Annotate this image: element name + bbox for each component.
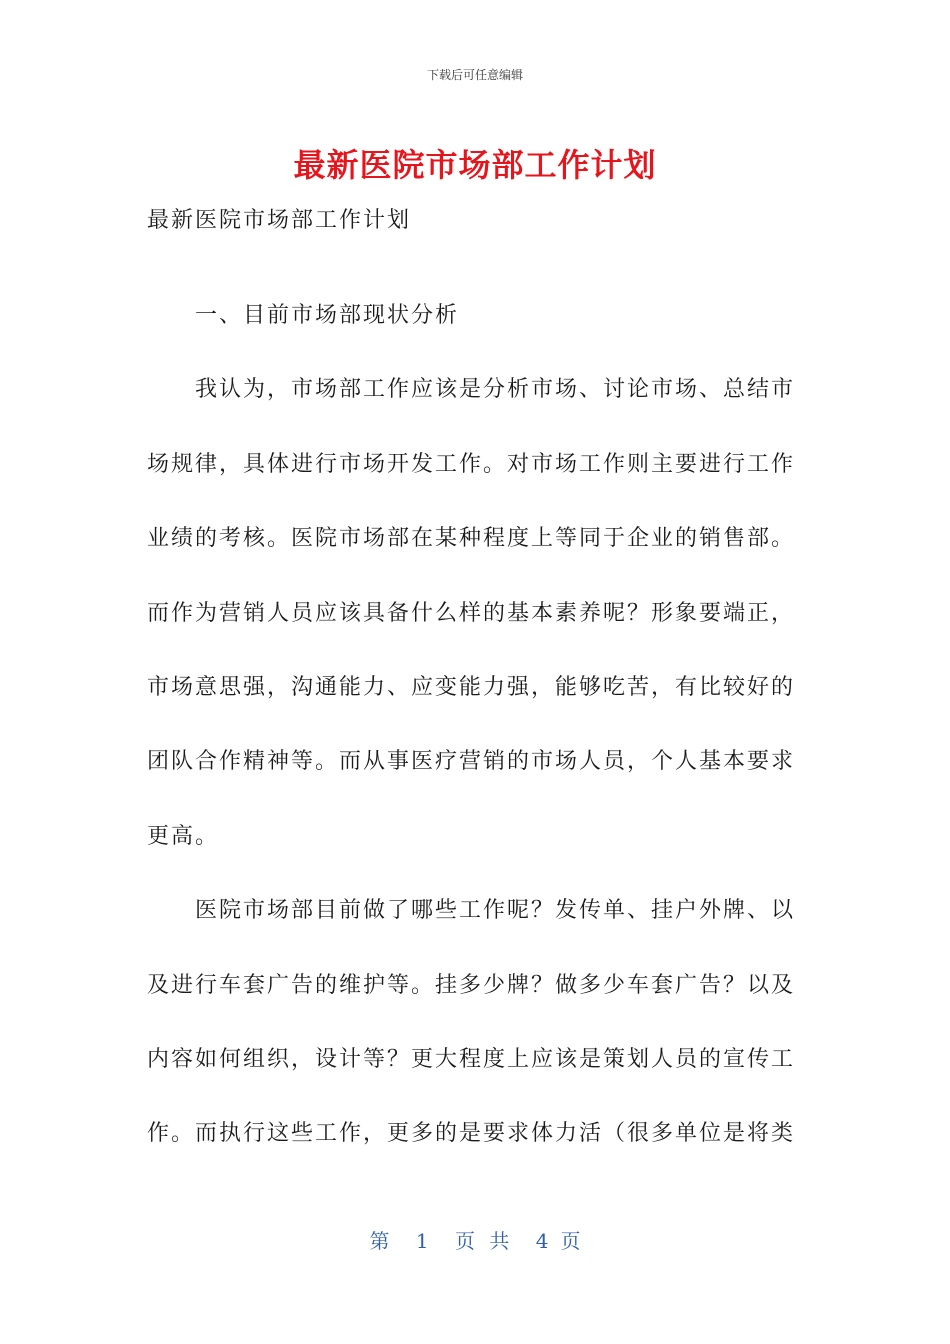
paragraph-line: 场规律，具体进行市场开发工作。对市场工作则主要进行工作 — [147, 451, 796, 477]
paragraph-line: 内容如何组织，设计等？更大程度上应该是策划人员的宣传工 — [147, 1047, 796, 1073]
footer-middle: 页 共 — [455, 1229, 510, 1253]
paragraph-line: 市场意思强，沟通能力、应变能力强，能够吃苦，有比较好的 — [147, 675, 796, 701]
section-heading: 一、目前市场部现状分析 — [195, 303, 460, 328]
paragraph-line: 及进行车套广告的维护等。挂多少牌？做多少车套广告？以及 — [147, 972, 796, 998]
document-subtitle: 最新医院市场部工作计划 — [147, 208, 412, 233]
footer-current-page: 1 — [415, 1229, 429, 1253]
paragraph-2 — [147, 874, 807, 1172]
paragraph-line: 更高。 — [147, 823, 220, 849]
page-footer — [0, 1225, 950, 1254]
document-body — [147, 202, 807, 1172]
paragraph-line: 我认为，市场部工作应该是分析市场、讨论市场、总结市 — [195, 377, 796, 403]
paragraph-line: 而作为营销人员应该具备什么样的基本素养呢？形象要端正， — [147, 600, 796, 626]
paragraph-line: 业绩的考核。医院市场部在某种程度上等同于企业的销售部。 — [147, 526, 796, 552]
footer-suffix: 页 — [560, 1229, 581, 1253]
paragraph-line: 作。而执行这些工作，更多的是要求体力活（很多单位是将类 — [147, 1121, 796, 1147]
paragraph-1 — [147, 353, 807, 874]
document-title: 最新医院市场部工作计划 — [293, 146, 657, 184]
paragraph-line: 医院市场部目前做了哪些工作呢？发传单、挂户外牌、以 — [195, 898, 796, 924]
footer-prefix: 第 — [369, 1229, 390, 1253]
footer-total-pages: 4 — [535, 1229, 549, 1253]
paragraph-line: 团队合作精神等。而从事医疗营销的市场人员，个人基本要求 — [147, 749, 796, 775]
header-note: 下载后可任意编辑 — [426, 68, 523, 82]
